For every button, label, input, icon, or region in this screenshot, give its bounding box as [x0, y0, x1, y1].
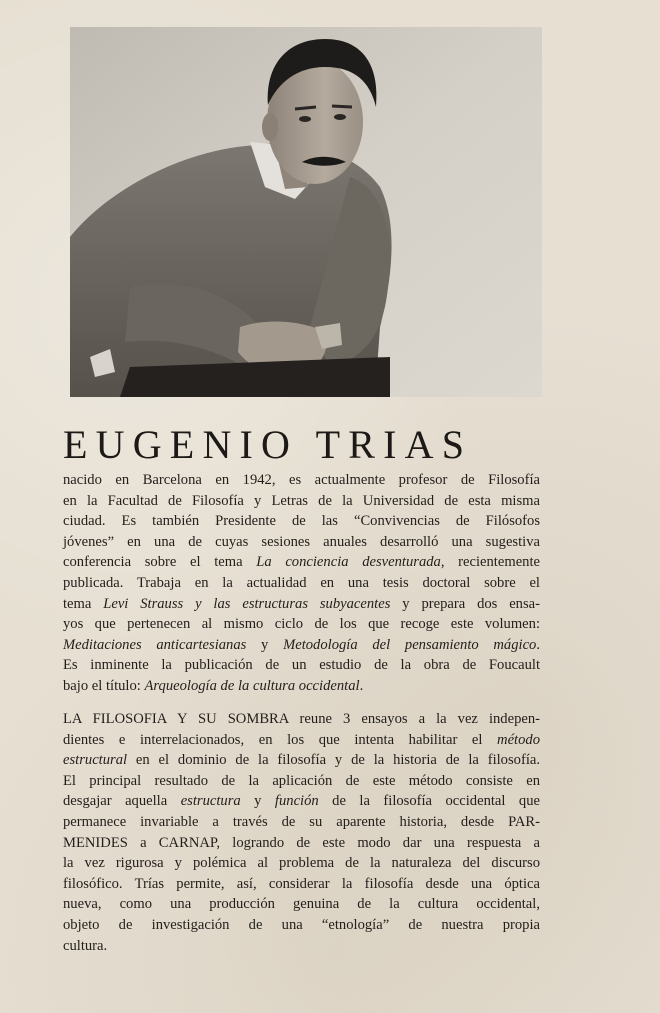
- bio-italic-text: Meditaciones anticartesianas: [63, 636, 247, 653]
- author-biography: [63, 470, 540, 697]
- bio-line: [63, 614, 540, 635]
- bio-italic-text: Levi Strauss y las estructuras subyacentes: [103, 595, 391, 612]
- blurb-line: [63, 915, 540, 936]
- blurb-line: [63, 709, 540, 730]
- blurb-line: [63, 730, 540, 751]
- blurb-italic-text: función: [274, 793, 319, 810]
- bio-line: [63, 655, 540, 676]
- blurb-line: [63, 894, 540, 915]
- blurb-line: [63, 936, 540, 957]
- bio-line: [63, 532, 540, 553]
- blurb-text: permanece invariable a través de su aparente historia, desde PAR-: [63, 813, 540, 830]
- book-description: [63, 709, 540, 956]
- blurb-italic-text: estructura: [180, 793, 241, 810]
- bio-line: [63, 676, 540, 697]
- blurb-line: [63, 771, 540, 792]
- bio-text: publicada. Trabaja en la actualidad en una tesis doctoral sobre el: [63, 574, 540, 591]
- bio-text: .: [536, 636, 540, 653]
- blurb-text: MENIDES a CARNAP, logrando de este modo dar una respuesta a: [63, 834, 540, 851]
- blurb-italic-text: estructural: [63, 752, 128, 769]
- blurb-text: la vez rigurosa y polémica al problema de la naturaleza del discurso: [63, 855, 540, 872]
- blurb-text: en el dominio de la filosofía y de la historia de la filosofía.: [127, 752, 540, 769]
- bio-italic-text: Arqueología de la cultura occidental: [144, 677, 360, 694]
- bio-text: , recientemente: [440, 554, 540, 571]
- bio-text: en la Facultad de Filosofía y Letras de la Universidad de esta misma: [63, 492, 540, 509]
- bio-line: [63, 470, 540, 491]
- blurb-text: LA FILOSOFIA Y SU SOMBRA reune 3 ensayos a la vez indepen-: [63, 711, 540, 727]
- bio-text: conferencia sobre el tema: [63, 554, 257, 571]
- bio-line: [63, 491, 540, 512]
- blurb-text: El principal resultado de la aplicación de este método consiste en: [63, 772, 540, 789]
- bio-text: Es inminente la publicación de un estudio de la obra de Foucault: [63, 657, 540, 674]
- bio-text: y prepara dos ensa-: [390, 595, 541, 612]
- bio-line: [63, 635, 540, 656]
- bio-italic-text: La conciencia desventurada: [256, 554, 441, 571]
- bio-text: .: [359, 677, 364, 694]
- bio-text: jóvenes” en una de cuyas sesiones anuales desarrolló una sugestiva: [63, 533, 540, 550]
- blurb-italic-text: método: [497, 731, 540, 748]
- blurb-text: desgajar aquella: [63, 793, 181, 810]
- bio-line: [63, 552, 540, 573]
- blurb-line: [63, 750, 540, 771]
- blurb-text: de la filosofía occidental que: [318, 793, 541, 810]
- author-name-heading: EUGENIO TRIAS: [63, 422, 473, 467]
- blurb-line: [63, 853, 540, 874]
- blurb-text: filosófico. Trías permite, así, considerar la filosofía desde una óptica: [63, 875, 540, 892]
- blurb-line: [63, 791, 540, 812]
- bio-line: [63, 594, 540, 615]
- blurb-text: y: [240, 793, 275, 810]
- bio-text: bajo el título:: [63, 677, 145, 694]
- blurb-line: [63, 812, 540, 833]
- blurb-text: objeto de investigación de una “etnología” de nuestra propia: [63, 916, 540, 933]
- author-photo: [70, 27, 542, 397]
- blurb-line: [63, 833, 540, 854]
- bio-text: tema: [63, 595, 104, 612]
- blurb-text: dientes e interrelacionados, en los que intenta habilitar el: [63, 731, 498, 748]
- bio-text: nacido en Barcelona en 1942, es actualmente profesor de Filosofía: [63, 472, 540, 488]
- bio-line: [63, 511, 540, 532]
- bio-text: yos que pertenecen al mismo ciclo de los que recoge este volumen:: [63, 616, 540, 633]
- blurb-text: nueva, como una producción genuina de la cultura occidental,: [63, 896, 540, 913]
- blurb-line: [63, 874, 540, 895]
- blurb-text: cultura.: [63, 937, 108, 954]
- bio-text: ciudad. Es también Presidente de las “Convivencias de Filósofos: [63, 513, 540, 530]
- bio-line: [63, 573, 540, 594]
- bio-text: y: [246, 636, 284, 653]
- bio-italic-text: Metodología del pensamiento mágico: [283, 636, 537, 653]
